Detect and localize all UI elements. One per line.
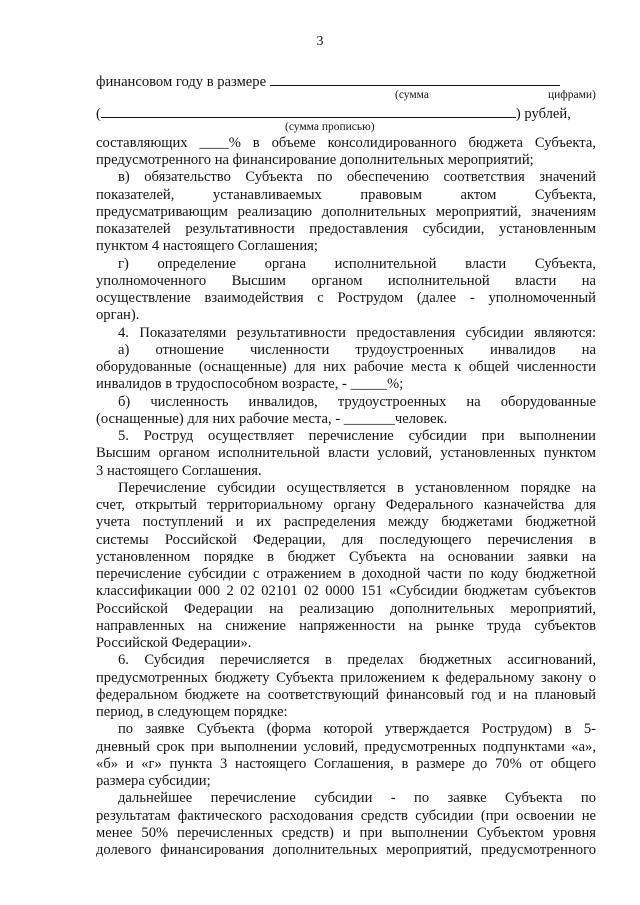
amount-line (96, 72, 596, 89)
amount-words-line (96, 104, 596, 121)
text-line: учета поступлений и их распределения между бюджетами бюджетной (96, 514, 596, 530)
text-line: федеральном бюджете на соответствующий финансовый год и на плановый (96, 687, 596, 703)
text-line: менее 50% перечисленных средств) и при выполнении Субъектом уровня (96, 825, 596, 841)
text-line: (оснащенные) для них рабочие места, - _______человек. (96, 411, 448, 427)
caption-amount-digits-2: цифрами) (548, 89, 596, 101)
text-line: 6. Субсидия перечисляется в пределах бюджетных ассигнований, (118, 652, 596, 668)
text-line: 5. Роструд осуществляет перечисление субсидии при выполнении (118, 428, 596, 444)
text-line: б) численность инвалидов, трудоустроенных на оборудованные (118, 394, 596, 410)
text-line: оборудованные (оснащенные) для них рабочие места к общей численности (96, 359, 596, 375)
text-line: показателей, устанавливаемых правовым актом Субъекта, (96, 187, 596, 203)
text-line: составляющих ____% в объеме консолидированного бюджета Субъекта, (96, 135, 596, 151)
caption-amount-words: (сумма прописью) (285, 121, 375, 133)
text-line: Высшим органом исполнительной власти условий, установленных пунктом (96, 445, 596, 461)
amount-label: финансовом году в размере (96, 74, 267, 90)
paren-close-rubles: ) рублей, (515, 106, 571, 122)
text-line: установленном порядке в бюджет Субъекта на основании заявки на (96, 549, 596, 565)
text-line: 3 настоящего Соглашения. (96, 463, 262, 479)
text-line: по заявке Субъекта (форма которой утверждается Рострудом) в 5- (118, 721, 596, 737)
text-line: г) определение органа исполнительной власти Субъекта, (118, 256, 596, 272)
text-line: период, в следующем порядке: (96, 704, 288, 720)
text-line: 4. Показателями результативности предоставления субсидии являются: (118, 325, 596, 341)
text-line: результатам фактического расходования средств субсидии (при освоении не (96, 808, 596, 824)
text-line: Российской Федерации». (96, 635, 252, 651)
text-line: Перечисление субсидии осуществляется в установленном порядке на (118, 480, 596, 496)
text-line: а) отношение численности трудоустроенных инвалидов на (118, 342, 596, 358)
amount-words-field (101, 104, 516, 118)
text-line: дальнейшее перечисление субсидии - по заявке Субъекта по (118, 790, 596, 806)
text-line: предусмотренных бюджету Субъекта приложением к федеральному закону о (96, 670, 596, 686)
text-line: классификации 000 2 02 02101 02 0000 151 «Субсидии бюджетам субъектов (96, 583, 596, 599)
text-line: орган). (96, 307, 140, 323)
text-line: показателей результативности предоставления субсидии, установленным (96, 221, 596, 237)
text-line: в) обязательство Субъекта по обеспечению соответствия значений (118, 169, 596, 185)
text-line: пунктом 4 настоящего Соглашения; (96, 238, 318, 254)
text-line: счет, открытый территориальному органу Федерального казначейства для (96, 497, 596, 513)
text-line: осуществление взаимодействия с Рострудом (далее - уполномоченный (96, 290, 596, 306)
text-line: уполномоченного Высшим органом исполнительной власти на (96, 273, 596, 289)
text-line: размера субсидии; (96, 773, 211, 789)
paren-open: ( (96, 106, 101, 122)
text-line: системы Российской Федерации, для последующего перечисления в (96, 532, 596, 548)
text-line: долевого финансирования дополнительных мероприятий, предусмотренного (96, 842, 596, 858)
caption-amount-digits-1: (сумма (395, 89, 429, 101)
text-line: инвалидов в трудоспособном возрасте, - _____%; (96, 376, 404, 392)
text-line: «б» и «г» пункта 3 настоящего Соглашения, в размере до 70% от общего (96, 756, 596, 772)
page-number: 3 (316, 34, 324, 49)
amount-digits-field (270, 72, 560, 86)
text-line: предусматривающим реализацию дополнительных мероприятий, значениям (96, 204, 596, 220)
text-line: направленных на снижение напряженности на рынке труда субъектов (96, 618, 596, 634)
text-line: перечисление субсидии с отражением в доходной части по коду бюджетной (96, 566, 596, 582)
text-line: предусмотренного на финансирование дополнительных мероприятий; (96, 152, 534, 168)
text-line: Российской Федерации на реализацию дополнительных мероприятий, (96, 601, 596, 617)
text-line: дневный срок при выполнении условий, предусмотренных подпунктами «а», (96, 739, 596, 755)
